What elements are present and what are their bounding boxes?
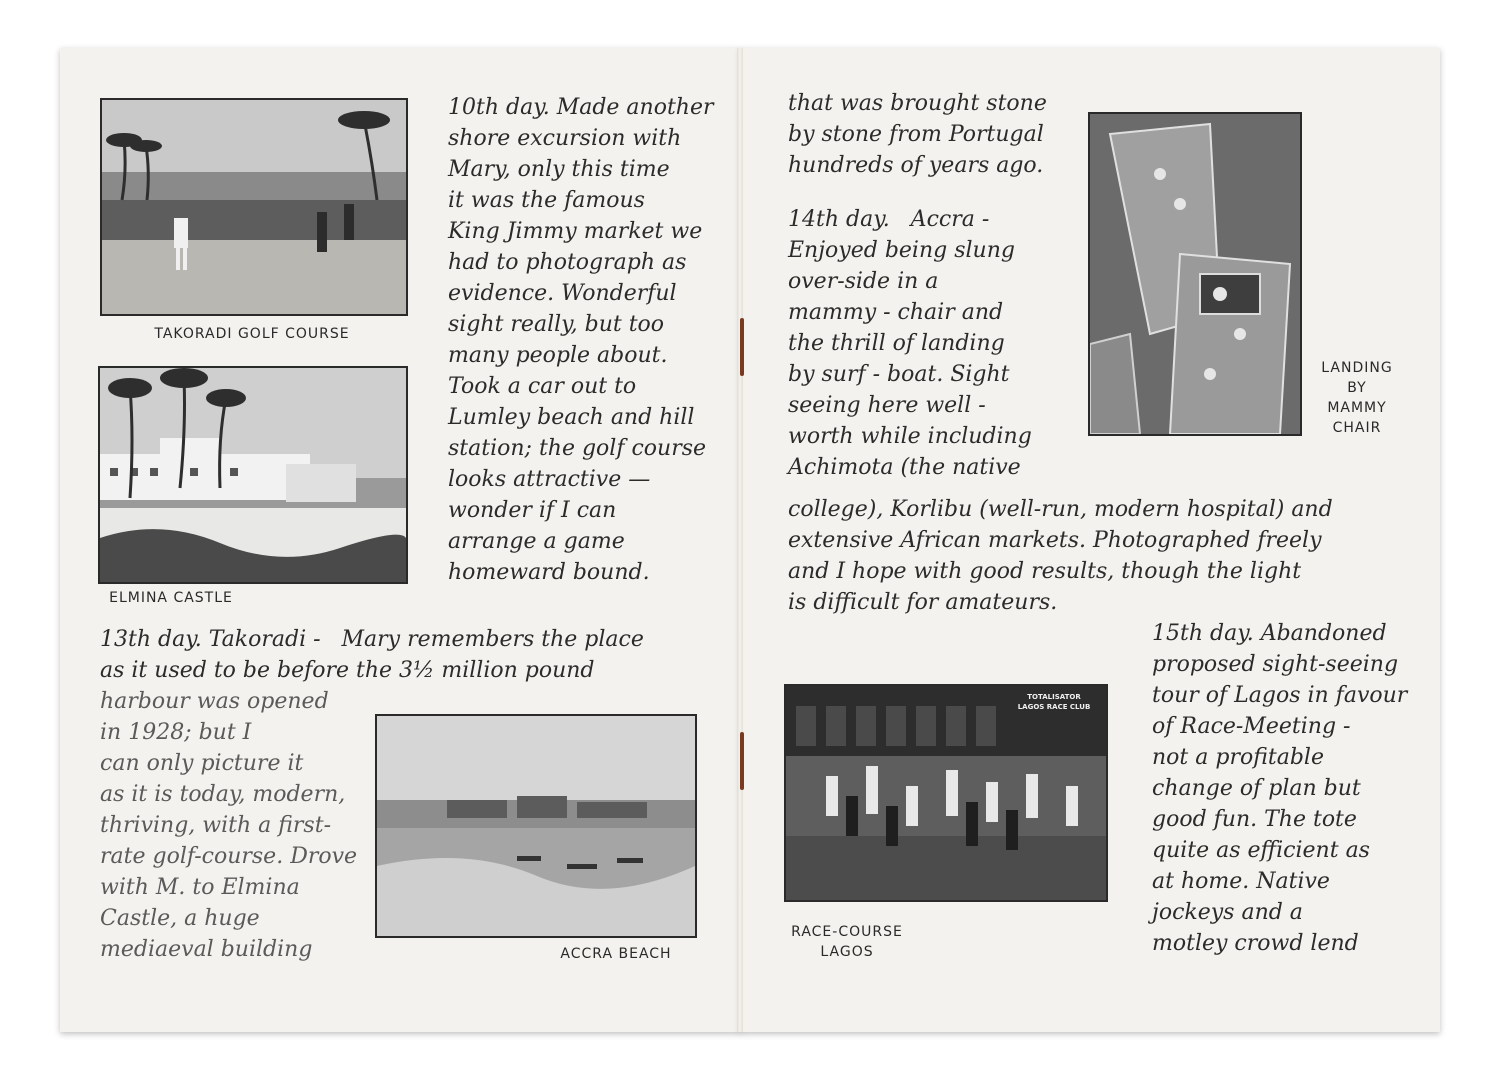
staple-top	[740, 318, 744, 376]
handwritten-line: at home. Native	[1152, 869, 1330, 894]
day13-entry-column	[100, 686, 357, 965]
handwritten-line: mammy - chair and	[788, 300, 1004, 325]
handwritten-line: evidence. Wonderful	[448, 281, 677, 306]
handwritten-line: 15th day. Abandoned	[1152, 621, 1387, 646]
handwritten-line: 13th day. Takoradi - Mary remembers the place	[100, 627, 644, 652]
race-course-photo	[784, 684, 1108, 902]
handwritten-line: in 1928; but I	[100, 720, 252, 745]
booklet-spine	[737, 48, 743, 1032]
handwritten-line: Mary, only this time	[448, 157, 670, 182]
caption-line: LANDING	[1321, 360, 1393, 376]
handwritten-line: Enjoyed being slung	[788, 238, 1015, 263]
handwritten-line: hundreds of years ago.	[788, 153, 1044, 178]
elmina-castle-photo	[98, 366, 408, 584]
handwritten-line: can only picture it	[100, 751, 304, 776]
totalisator-sign	[1008, 692, 1100, 712]
caption-line: CHAIR	[1332, 420, 1382, 436]
handwritten-line: over-side in a	[788, 269, 939, 294]
handwritten-line: by stone from Portugal	[788, 122, 1044, 147]
handwritten-line: wonder if I can	[448, 498, 617, 523]
handwritten-line: had to photograph as	[448, 250, 687, 275]
castle-scene-image	[100, 368, 406, 582]
surf-boat-image	[1090, 114, 1300, 434]
handwritten-line: sight really, but too	[448, 312, 665, 337]
caption-line: RACE-COURSE	[791, 924, 903, 940]
handwritten-line: worth while including	[788, 424, 1032, 449]
handwritten-line: motley crowd lend	[1152, 931, 1359, 956]
handwritten-line: Lumley beach and hill	[448, 405, 695, 430]
handwritten-line: many people about.	[448, 343, 668, 368]
staple-bottom	[740, 732, 744, 790]
mammy-chair-photo	[1088, 112, 1302, 436]
handwritten-line: Achimota (the native	[788, 455, 1021, 480]
accra-beach-caption: ACCRA BEACH	[560, 946, 672, 962]
handwritten-line: the thrill of landing	[788, 331, 1005, 356]
day10-entry	[448, 92, 714, 588]
caption-line: MAMMY	[1327, 400, 1387, 416]
golf-scene-image	[102, 100, 406, 314]
handwritten-line: as it used to be before the 3½ million pound	[100, 658, 595, 683]
day13-entry-top	[100, 624, 644, 686]
handwritten-line: 14th day. Accra -	[788, 207, 990, 232]
elmina-castle-caption: ELMINA CASTLE	[109, 590, 233, 606]
handwritten-line: good fun. The tote	[1152, 807, 1357, 832]
handwritten-line: it was the famous	[448, 188, 645, 213]
handwritten-line: seeing here well -	[788, 393, 986, 418]
handwritten-line: by surf - boat. Sight	[788, 362, 1010, 387]
handwritten-line: looks attractive —	[448, 467, 651, 492]
day14-entry	[788, 204, 1032, 483]
handwritten-line: not a profitable	[1152, 745, 1324, 770]
handwritten-line: thriving, with a first-	[100, 813, 331, 838]
handwritten-line: quite as efficient as	[1152, 838, 1370, 863]
handwritten-line: and I hope with good results, though the light	[788, 559, 1302, 584]
takoradi-golf-photo	[100, 98, 408, 316]
handwritten-line: change of plan but	[1152, 776, 1361, 801]
handwritten-line: station; the golf course	[448, 436, 707, 461]
handwritten-line: Took a car out to	[448, 374, 637, 399]
handwritten-line: with M. to Elmina	[100, 875, 300, 900]
handwritten-line: jockeys and a	[1152, 900, 1303, 925]
race-crowd-image	[786, 686, 1106, 900]
handwritten-line: 10th day. Made another	[448, 95, 714, 120]
handwritten-line: as it is today, modern,	[100, 782, 346, 807]
mammy-chair-caption	[1312, 358, 1402, 438]
caption-line: BY	[1347, 380, 1367, 396]
handwritten-line: arrange a game	[448, 529, 625, 554]
handwritten-line: mediaeval building	[100, 937, 313, 962]
handwritten-line: proposed sight-seeing	[1152, 652, 1399, 677]
handwritten-line: shore excursion with	[448, 126, 682, 151]
handwritten-line: harbour was opened	[100, 689, 329, 714]
handwritten-line: tour of Lagos in favour	[1152, 683, 1408, 708]
handwritten-line: college), Korlibu (well-run, modern hospital) and	[788, 497, 1333, 522]
handwritten-line: homeward bound.	[448, 560, 650, 585]
handwritten-line: extensive African markets. Photographed freely	[788, 528, 1322, 553]
accra-beach-photo	[375, 714, 697, 938]
handwritten-line: Castle, a huge	[100, 906, 260, 931]
takoradi-golf-caption: TAKORADI GOLF COURSE	[154, 326, 350, 342]
day14-entry-wide	[788, 494, 1333, 618]
sign-line: TOTALISATOR	[1027, 693, 1081, 701]
race-course-caption	[772, 922, 922, 962]
handwritten-line: rate golf-course. Drove	[100, 844, 358, 869]
handwritten-line: of Race-Meeting -	[1152, 714, 1351, 739]
caption-line: LAGOS	[820, 944, 874, 960]
day15-entry	[1152, 618, 1407, 959]
handwritten-line: King Jimmy market we	[448, 219, 703, 244]
handwritten-line: that was brought stone	[788, 91, 1047, 116]
handwritten-line: is difficult for amateurs.	[788, 590, 1058, 615]
beach-scene-image	[377, 716, 695, 936]
sign-line: LAGOS RACE CLUB	[1017, 703, 1091, 711]
day13-continued	[788, 88, 1047, 181]
